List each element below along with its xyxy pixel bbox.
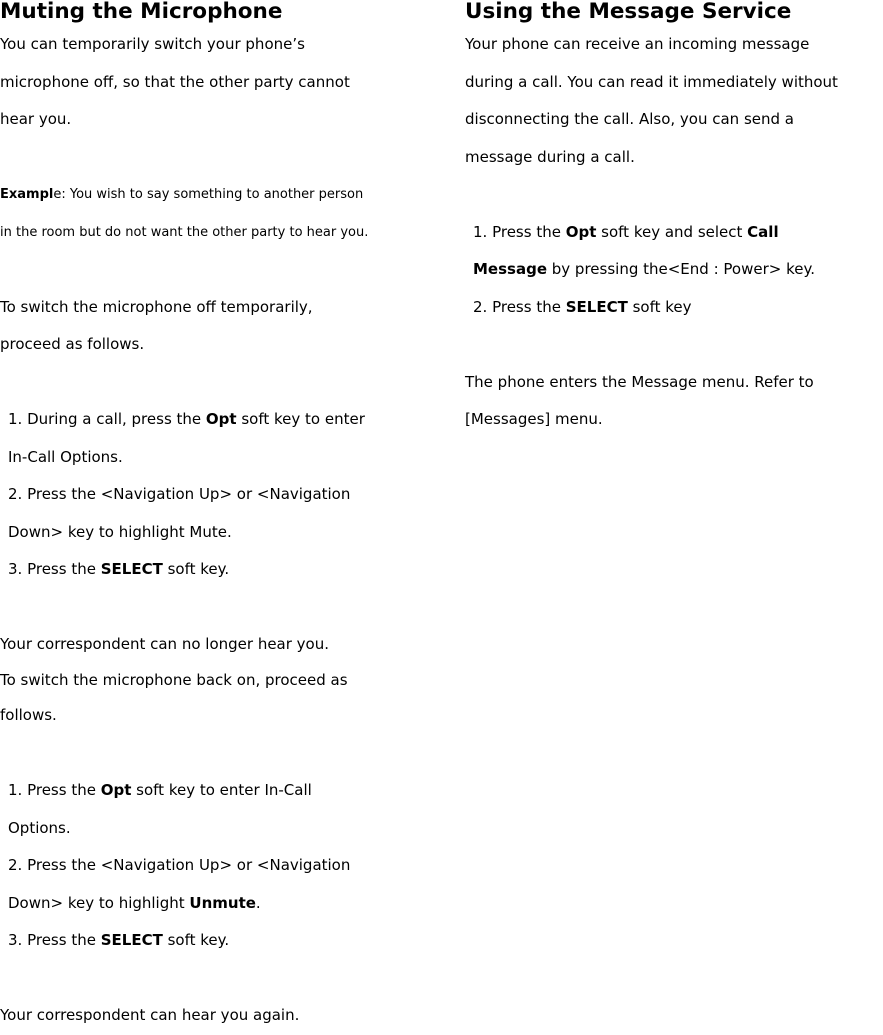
intro-line: You can temporarily switch your phone’s <box>0 35 305 53</box>
intro-line: disconnecting the call. Also, you can send a <box>465 110 794 128</box>
intro-line: hear you. <box>0 110 72 128</box>
example-line: Example: You wish to say something to another person <box>0 187 364 202</box>
unmute-steps <box>0 772 440 960</box>
intro-line: Your phone can receive an incoming message <box>465 35 810 53</box>
outro-line: The phone enters the Message menu. Refer to <box>465 372 814 391</box>
step: 1. Press the Opt soft key to enter In-Call <box>8 781 312 799</box>
example-line: in the room but do not want the other party to hear you. <box>0 224 369 240</box>
step-continued: Message by pressing the<End : Power> key. <box>473 260 815 278</box>
result-text: Your correspondent can no longer hear you. <box>0 635 330 653</box>
mute-steps <box>0 401 440 589</box>
step: 1. Press the Opt soft key and select Call <box>473 222 779 241</box>
muting-title: Muting the Microphone <box>0 0 283 24</box>
example-label: Exampl <box>0 187 54 202</box>
outro-line: [Messages] menu. <box>465 410 603 428</box>
message-service-title: Using the Message Service <box>465 0 792 24</box>
step-continued: Options. <box>8 818 71 837</box>
step: 1. During a call, press the Opt soft key to enter <box>8 410 365 428</box>
switch-on-intro: To switch the microphone back on, proceed as <box>0 670 348 689</box>
step: 2. Press the SELECT soft key <box>473 297 692 316</box>
intro-line: message during a call. <box>465 147 635 166</box>
switch-on-intro: follows. <box>0 706 57 724</box>
step-continued: Down> key to highlight Mute. <box>8 522 232 541</box>
step: 3. Press the SELECT soft key. <box>8 931 230 949</box>
step: 2. Press the <Navigation Up> or <Navigation <box>8 856 351 874</box>
right-column <box>465 0 883 439</box>
intro-line: microphone off, so that the other party cannot <box>0 72 350 91</box>
intro-line: during a call. You can read it immediately without <box>465 72 838 91</box>
step: 3. Press the SELECT soft key. <box>8 560 230 578</box>
switch-off-intro: proceed as follows. <box>0 335 145 353</box>
step: 2. Press the <Navigation Up> or <Navigation <box>8 485 351 503</box>
step-continued: Down> key to highlight Unmute. <box>8 893 261 912</box>
result-text: Your correspondent can hear you again. <box>0 1006 300 1024</box>
step-continued: In-Call Options. <box>8 447 123 466</box>
switch-off-intro: To switch the microphone off temporarily, <box>0 297 313 316</box>
left-column <box>0 0 440 1035</box>
message-steps <box>465 214 883 327</box>
